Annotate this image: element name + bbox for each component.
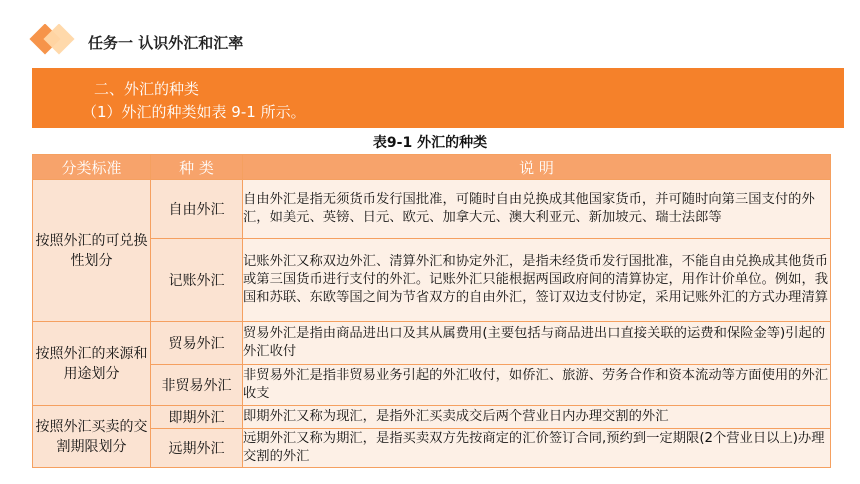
kind-cell: 非贸易外汇 (151, 365, 243, 406)
category-cell: 按照外汇买卖的交割期限划分 (33, 406, 151, 468)
table-row (33, 180, 831, 239)
section-heading: 二、外汇的种类 (94, 80, 200, 98)
kind-cell: 贸易外汇 (151, 322, 243, 365)
description-cell: 贸易外汇是指由商品进出口及其从属费用(主要包括与商品进出口直接关联的运费和保险金等)引起的外汇收付 (243, 322, 831, 365)
table-row (33, 239, 831, 322)
logo-icon (22, 24, 82, 60)
description-cell: 即期外汇又称为现汇，是指外汇买卖成交后两个营业日内办理交割的外汇 (243, 406, 831, 429)
description-cell: 非贸易外汇是指非贸易业务引起的外汇收付，如侨汇、旅游、劳务合作和资本流动等方面使用的外汇收支 (243, 365, 831, 406)
section-intro: （1）外汇的种类如表 9-1 所示。 (82, 103, 306, 121)
category-cell: 按照外汇的来源和用途划分 (33, 322, 151, 406)
table-row (33, 406, 831, 429)
category-cell: 按照外汇的可兑换性划分 (33, 180, 151, 322)
description-cell: 自由外汇是指无须货币发行国批准，可随时自由兑换成其他国家货币，并可随时向第三国支付的外汇，如美元、英镑、日元、欧元、加拿大元、澳大利亚元、新加坡元、瑞士法郎等 (243, 180, 831, 239)
section-banner (32, 68, 844, 128)
task-title: 任务一 认识外汇和汇率 (88, 34, 244, 52)
kind-cell: 远期外汇 (151, 429, 243, 468)
table-header-row (33, 155, 831, 180)
kind-cell: 自由外汇 (151, 180, 243, 239)
table-row (33, 365, 831, 406)
kind-cell: 即期外汇 (151, 406, 243, 429)
header-description: 说 明 (243, 155, 831, 180)
kind-cell: 记账外汇 (151, 239, 243, 322)
forex-types-table (32, 154, 831, 468)
header-kind: 种 类 (151, 155, 243, 180)
table-row (33, 429, 831, 468)
description-cell: 记账外汇又称双边外汇、清算外汇和协定外汇，是指未经货币发行国批准，不能自由兑换成其他货币或第三国货币进行支付的外汇。记账外汇只能根据两国政府间的清算协定，用作计价单位。例如，我国和苏联、东欧等国之间为节省双方的自由外汇，签订双边支付协定，采用记账外汇的方式办理清算 (243, 239, 831, 322)
table-row (33, 322, 831, 365)
table-caption: 表9-1 外汇的种类 (372, 135, 488, 151)
header-category: 分类标准 (33, 155, 151, 180)
description-cell: 远期外汇又称为期汇，是指买卖双方先按商定的汇价签订合同,预约到一定期限(2个营业日以上)办理交割的外汇 (243, 429, 831, 468)
